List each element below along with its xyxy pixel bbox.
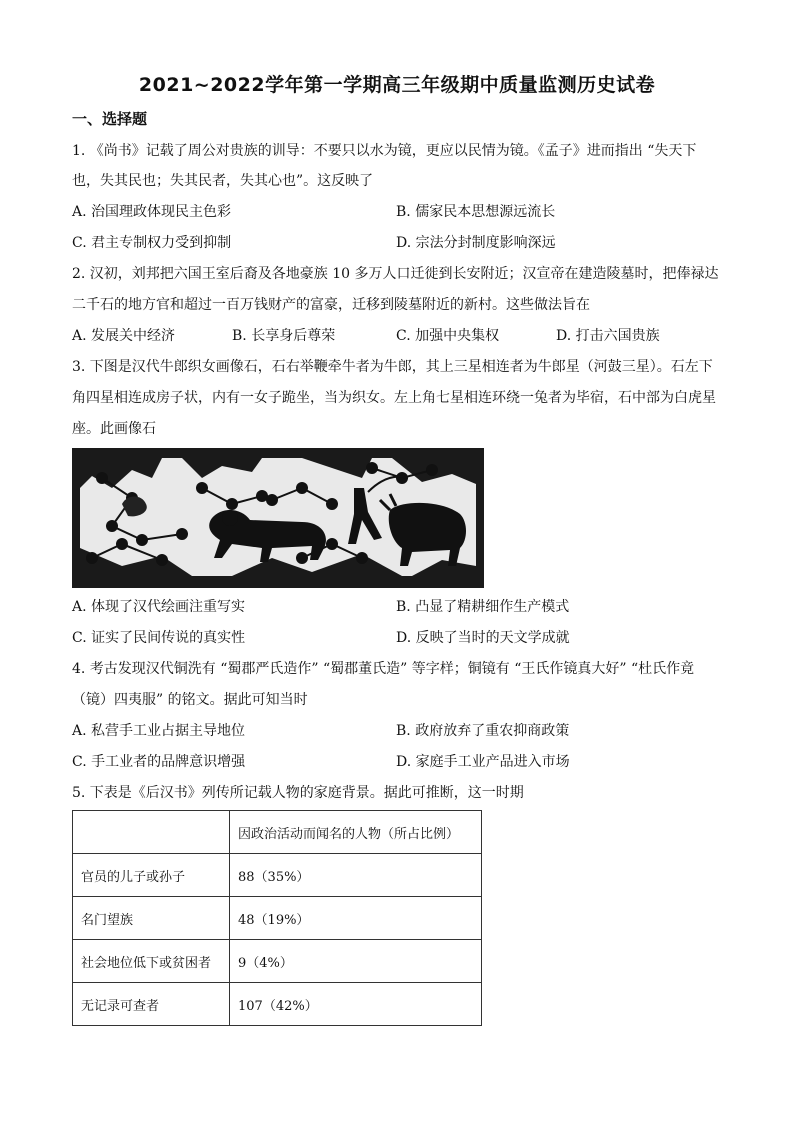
table-row xyxy=(73,940,482,983)
question-4-text-line-1: 4. 考古发现汉代铜洗有 “蜀郡严氏造作” “蜀郡董氏造” 等字样；铜镜有 “王氏作镜真大好” “杜氏作竟 xyxy=(72,661,695,677)
question-2-option-d[interactable]: D. 打击六国贵族 xyxy=(556,328,660,344)
question-3-text-line-2: 角四星相连成房子状，内有一女子跪坐，当为织女。左上角七星相连环绕一兔者为毕宿，石中部为白虎星 xyxy=(72,390,716,406)
question-3-option-b[interactable]: B. 凸显了精耕细作生产模式 xyxy=(396,599,570,615)
table-cell: 官员的儿子或孙子 xyxy=(73,854,230,897)
han-stone-relief-image xyxy=(72,448,484,588)
question-4-option-c[interactable]: C. 手工业者的品牌意识增强 xyxy=(72,754,246,770)
page-title: 2021~2022学年第一学期高三年级期中质量监测历史试卷 xyxy=(138,74,656,96)
question-1-option-b[interactable]: B. 儒家民本思想源远流长 xyxy=(396,204,556,220)
table-cell: 48（19%） xyxy=(230,897,482,940)
question-2-option-b[interactable]: B. 长享身后尊荣 xyxy=(232,328,336,344)
question-2-text-line-1: 2. 汉初，刘邦把六国王室后裔及各地豪族 10 多万人口迁徙到长安附近；汉宣帝在建造陵墓时，把俸禄达 xyxy=(72,266,719,282)
table-header-cell: 因政治活动而闻名的人物（所占比例） xyxy=(230,811,482,854)
question-4-option-a[interactable]: A. 私营手工业占据主导地位 xyxy=(72,723,246,739)
question-4-option-b[interactable]: B. 政府放弃了重农抑商政策 xyxy=(396,723,570,739)
question-1-option-d[interactable]: D. 宗法分封制度影响深远 xyxy=(396,235,556,251)
table-cell: 社会地位低下或贫困者 xyxy=(73,940,230,983)
table-cell: 107（42%） xyxy=(230,983,482,1026)
question-3-text-line-3: 座。此画像石 xyxy=(72,421,156,437)
table-cell: 名门望族 xyxy=(73,897,230,940)
table-cell: 无记录可查者 xyxy=(73,983,230,1026)
question-3-text-line-1: 3. 下图是汉代牛郎织女画像石，石右举鞭牵牛者为牛郎，其上三星相连者为牛郎星（河鼓三星）。石左下 xyxy=(72,359,713,375)
question-4-option-d[interactable]: D. 家庭手工业产品进入市场 xyxy=(396,754,570,770)
question-1-option-a[interactable]: A. 治国理政体现民主色彩 xyxy=(72,204,232,220)
table-row xyxy=(73,983,482,1026)
question-2-option-a[interactable]: A. 发展关中经济 xyxy=(72,328,176,344)
table-row xyxy=(73,897,482,940)
question-1-text-line-2: 也，失其民也；失其民者，失其心也”。这反映了 xyxy=(72,173,374,189)
question-1-text-line-1: 1. 《尚书》记载了周公对贵族的训导：不要只以水为镜，更应以民情为镜。《孟子》进而指出 “失天下 xyxy=(72,143,697,159)
question-3-option-c[interactable]: C. 证实了民间传说的真实性 xyxy=(72,630,246,646)
question-3-option-d[interactable]: D. 反映了当时的天文学成就 xyxy=(396,630,570,646)
question-5-text-line-1: 5. 下表是《后汉书》列传所记载人物的家庭背景。据此可推断，这一时期 xyxy=(72,785,524,801)
table-row xyxy=(73,854,482,897)
table-header-row xyxy=(73,811,482,854)
question-2-option-c[interactable]: C. 加强中央集权 xyxy=(396,328,500,344)
stone-relief-drawing xyxy=(72,448,484,588)
question-2-text-line-2: 二千石的地方官和超过一百万钱财产的富豪，迁移到陵墓附近的新村。这些做法旨在 xyxy=(72,297,590,313)
section-heading: 一、选择题 xyxy=(72,110,148,128)
question-1-option-c[interactable]: C. 君主专制权力受到抑制 xyxy=(72,235,232,251)
family-background-table xyxy=(72,810,482,1026)
table-cell: 88（35%） xyxy=(230,854,482,897)
question-4-text-line-2: （镜）四夷服” 的铭文。据此可知当时 xyxy=(72,692,308,708)
question-3-option-a[interactable]: A. 体现了汉代绘画注重写实 xyxy=(72,599,246,615)
table-header-cell xyxy=(73,811,230,854)
table-cell: 9（4%） xyxy=(230,940,482,983)
